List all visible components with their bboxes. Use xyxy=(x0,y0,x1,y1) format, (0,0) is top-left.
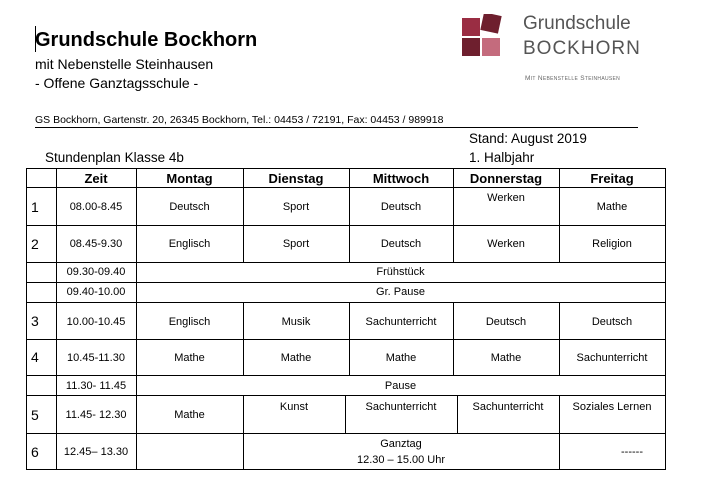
row-divider xyxy=(26,433,666,434)
lesson-number: 6 xyxy=(31,444,39,460)
lesson-time: 10.00-10.45 xyxy=(66,316,126,328)
break-grosse-pause: Gr. Pause xyxy=(376,286,425,298)
school-name: Grundschule Bockhorn xyxy=(35,29,258,51)
header-montag: Montag xyxy=(166,171,213,186)
cell-dienstag: Sport xyxy=(282,201,310,213)
row-divider xyxy=(26,282,666,283)
lesson-time: 08.00-8.45 xyxy=(69,201,123,213)
ganztag-label: Ganztag xyxy=(380,438,422,450)
header-freitag: Freitag xyxy=(590,171,634,186)
timetable xyxy=(26,168,666,470)
school-address: GS Bockhorn, Gartenstr. 20, 26345 Bockhorn, Tel.: 04453 / 72191, Fax: 04453 / 989918 xyxy=(35,114,444,126)
lesson-number: 2 xyxy=(31,236,39,252)
cell-donnerstag: Sachunterricht xyxy=(472,401,544,413)
cell-dienstag: Mathe xyxy=(280,352,312,364)
cell-dienstag: Musik xyxy=(281,316,311,328)
address-underline xyxy=(35,127,638,128)
cell-mittwoch: Sachunterricht xyxy=(365,401,437,413)
cell-montag: Englisch xyxy=(168,238,211,250)
ganztag-time: 12.30 – 15.00 Uhr xyxy=(356,454,446,466)
break-pause: Pause xyxy=(384,380,417,392)
cell-donnerstag: Mathe xyxy=(490,352,522,364)
logo-word-bockhorn: BOCKHORN xyxy=(523,38,641,59)
break-time: 11.30- 11.45 xyxy=(65,380,127,392)
table-border-bottom xyxy=(26,469,666,470)
table-header-divider xyxy=(26,187,666,188)
cell-freitag: Mathe xyxy=(596,201,628,213)
header-donnerstag: Donnerstag xyxy=(469,171,543,186)
header-zeit: Zeit xyxy=(84,171,108,186)
subtitle-school-type: - Offene Ganztagsschule - xyxy=(35,75,199,91)
lesson-time: 08.45-9.30 xyxy=(69,238,123,250)
logo-tagline: Mit Nebenstelle Steinhausen xyxy=(525,75,621,82)
logo-word-grundschule: Grundschule xyxy=(523,13,631,34)
break-time: 09.40-10.00 xyxy=(66,286,126,298)
header-mittwoch: Mittwoch xyxy=(372,171,430,186)
cell-mittwoch: Sachunterricht xyxy=(365,316,437,328)
table-border-top xyxy=(26,168,666,169)
cell-mittwoch: Deutsch xyxy=(380,238,422,250)
cell-montag: Englisch xyxy=(168,316,211,328)
cell-dienstag: Kunst xyxy=(279,401,309,413)
cell-freitag: Sachunterricht xyxy=(576,352,648,364)
break-time: 09.30-09.40 xyxy=(66,266,126,278)
cell-mittwoch: Deutsch xyxy=(380,201,422,213)
row-divider xyxy=(26,375,666,376)
cell-freitag: ------ xyxy=(621,446,643,458)
cell-donnerstag: Werken xyxy=(487,238,525,250)
lesson-time: 10.45-11.30 xyxy=(67,352,125,364)
lesson-number: 4 xyxy=(31,349,39,365)
lesson-number: 1 xyxy=(31,199,39,215)
cell-freitag: Religion xyxy=(592,238,632,250)
row-divider xyxy=(26,262,666,263)
cell-montag: Mathe xyxy=(174,409,205,421)
cell-donnerstag: Werken xyxy=(487,192,525,204)
subtitle-branch: mit Nebenstelle Steinhausen xyxy=(35,56,214,72)
cell-mittwoch: Mathe xyxy=(385,352,417,364)
header-dienstag: Dienstag xyxy=(268,171,324,186)
break-fruehstueck: Frühstück xyxy=(376,266,425,278)
row-divider xyxy=(26,339,666,340)
lesson-number: 3 xyxy=(31,313,39,329)
semester: 1. Halbjahr xyxy=(469,150,535,165)
cell-donnerstag: Deutsch xyxy=(485,316,527,328)
lesson-time: 12.45– 13.30 xyxy=(63,446,129,458)
cell-freitag: Soziales Lernen xyxy=(572,401,652,413)
lesson-number: 5 xyxy=(31,407,39,423)
lesson-time: 11.45- 12.30 xyxy=(65,409,127,421)
timetable-title: Stundenplan Klasse 4b xyxy=(45,150,184,165)
cell-freitag: Deutsch xyxy=(591,316,633,328)
cell-montag: Mathe xyxy=(174,352,205,364)
row-divider xyxy=(26,395,666,396)
document-date: Stand: August 2019 xyxy=(469,131,587,146)
cell-dienstag: Sport xyxy=(282,238,310,250)
table-border-left xyxy=(26,168,27,470)
table-border-right xyxy=(665,168,666,470)
row-divider xyxy=(26,225,666,226)
school-logo-icon xyxy=(460,14,512,60)
row-divider xyxy=(26,302,666,303)
cell-montag: Deutsch xyxy=(169,201,210,213)
